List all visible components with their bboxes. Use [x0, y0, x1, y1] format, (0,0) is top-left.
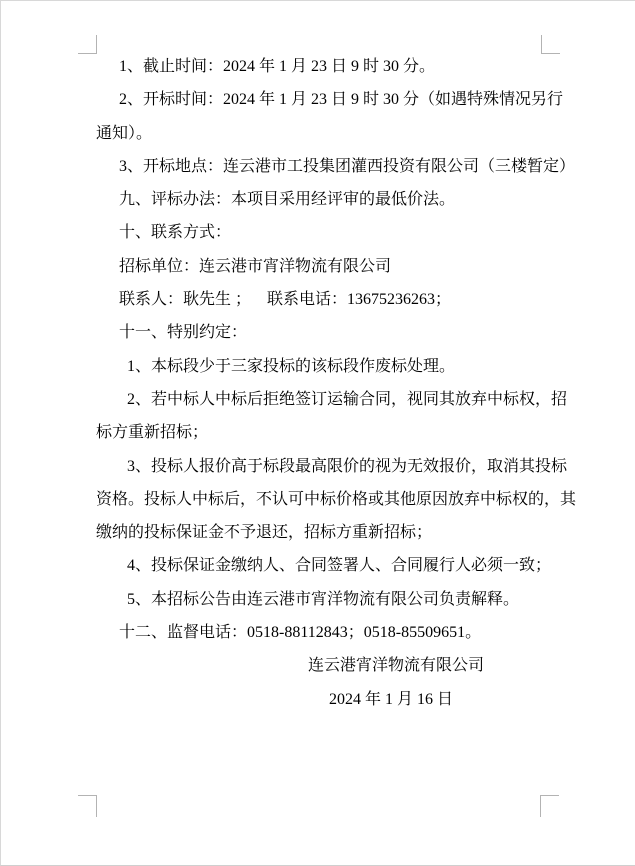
doc-line-supervision-phone: 十二、监督电话：0518-88112843；0518-85509651。 [119, 624, 482, 642]
doc-line-special-terms-heading: 十一、特别约定： [119, 324, 248, 342]
doc-line-term-3: 3、投标人报价高于标段最高限价的视为无效报价，取消其投标 [127, 457, 568, 475]
doc-line-term-2: 2、若中标人中标后拒绝签订运输合同，视同其放弃中标权，招 [127, 390, 568, 408]
doc-line-signature-date: 2024 年 1 月 16 日 [329, 690, 454, 708]
doc-line-term-1: 1、本标段少于三家投标的该标段作废标处理。 [127, 357, 456, 375]
text-boundary-mark-bottom-left [78, 795, 97, 817]
doc-line-bid-opening-time-wrap: 通知）。 [96, 124, 153, 142]
document-body [1, 50, 635, 716]
doc-line-term-3-wrap-2: 缴纳的投标保证金不予退还，招标方重新招标； [96, 524, 433, 542]
doc-line-term-2-wrap: 标方重新招标； [96, 424, 209, 442]
doc-line-contact-heading: 十、联系方式： [119, 224, 232, 242]
doc-line-evaluation-method: 九、评标办法：本项目采用经评审的最低价法。 [119, 191, 456, 209]
doc-line-tendering-unit: 招标单位：连云港市宵洋物流有限公司 [119, 257, 392, 275]
doc-line-term-3-wrap-1: 资格。投标人中标后，不认可中标价格或其他原因放弃中标权的，其 [96, 490, 577, 508]
text-boundary-mark-bottom-right [540, 795, 559, 817]
doc-line-deadline-time: 1、截止时间：2024 年 1 月 23 日 9 时 30 分。 [119, 58, 436, 75]
doc-line-signature-company: 连云港宵洋物流有限公司 [308, 657, 485, 675]
doc-line-term-5: 5、本招标公告由连云港市宵洋物流有限公司负责解释。 [127, 590, 520, 608]
doc-line-bid-opening-time: 2、开标时间：2024 年 1 月 23 日 9 时 30 分（如遇特殊情况另行 [119, 91, 564, 109]
doc-line-term-4: 4、投标保证金缴纳人、合同签署人、合同履行人必须一致； [127, 557, 552, 575]
doc-line-contact-person-phone: 联系人：耿先生 ； 联系电话：13675236263； [119, 291, 452, 309]
doc-line-bid-opening-place: 3、开标地点：连云港市工投集团灌西投资有限公司（三楼暂定） [119, 157, 576, 175]
